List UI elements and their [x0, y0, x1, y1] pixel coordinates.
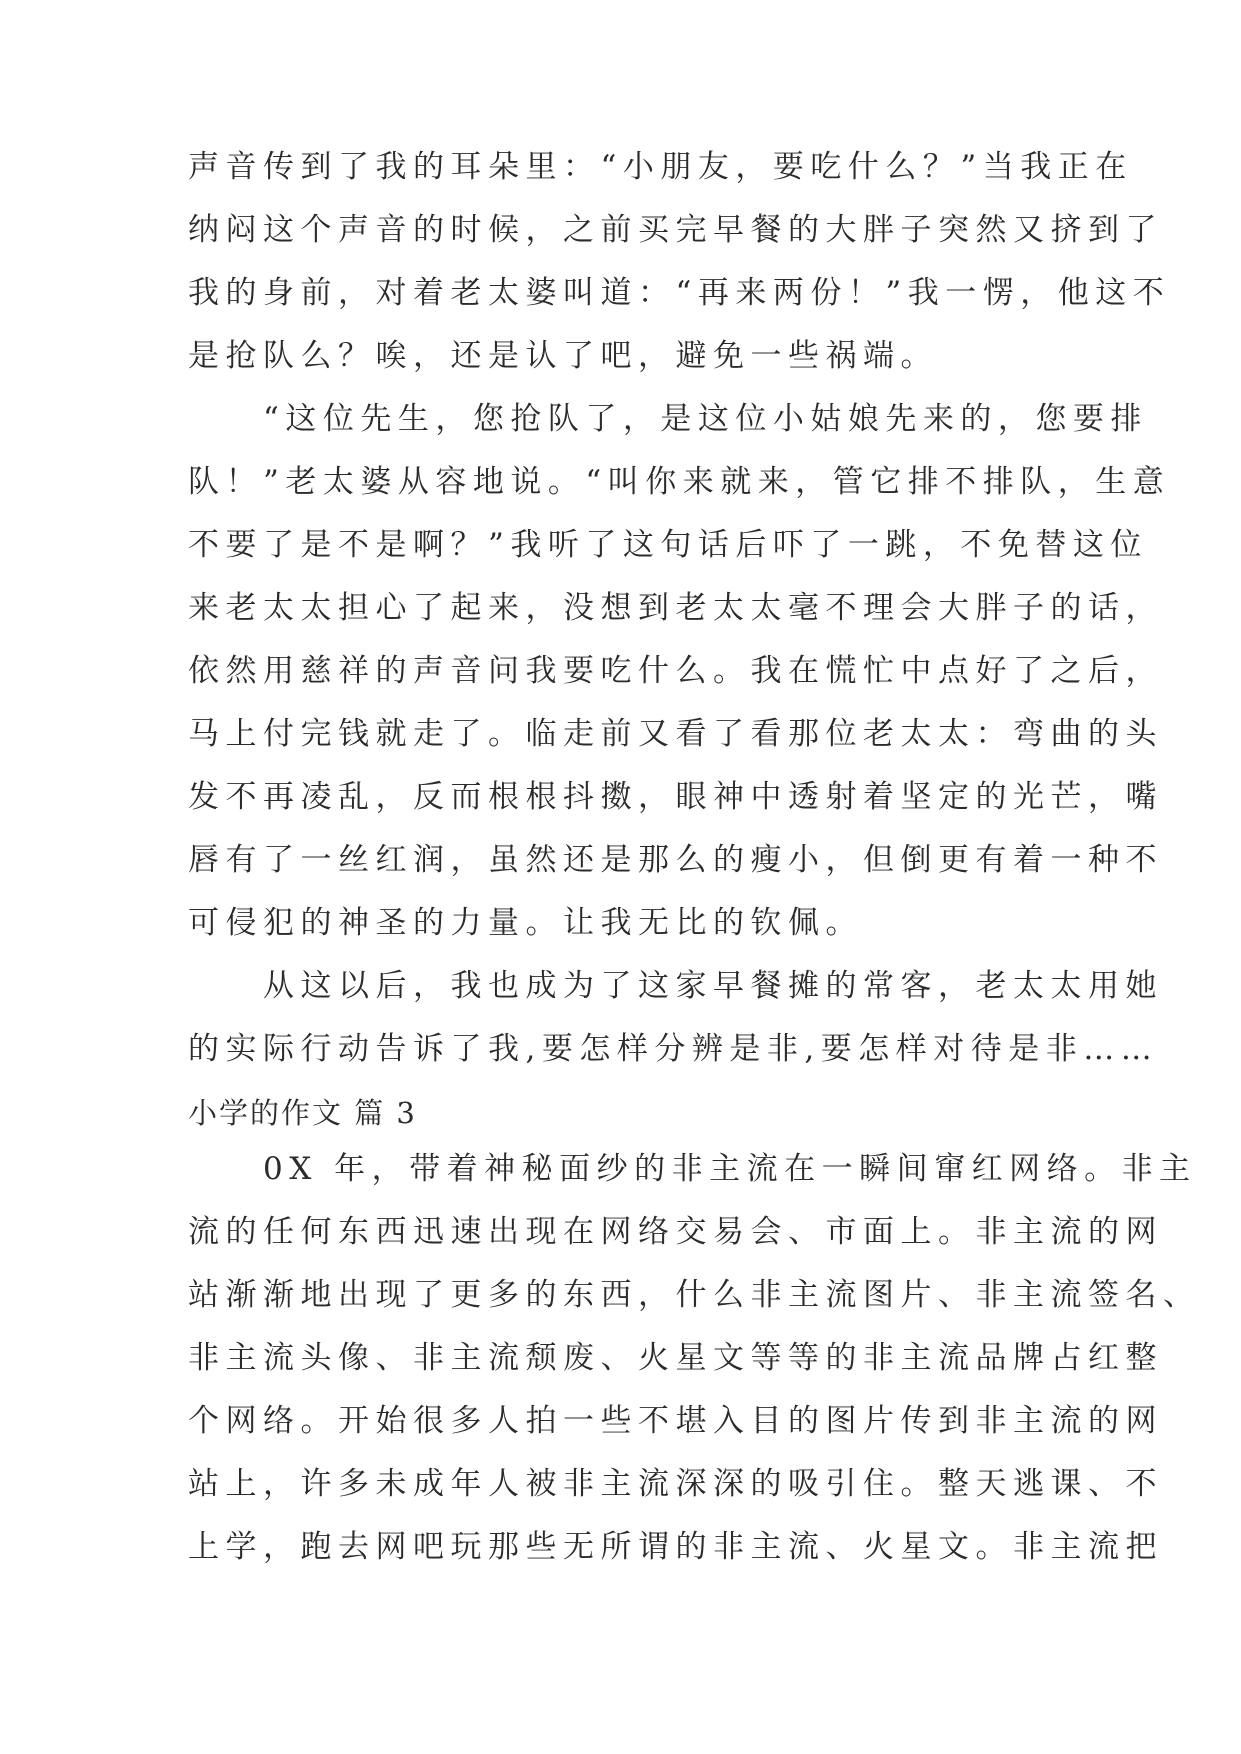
text-line: 流的任何东西迅速出现在网络交易会、市面上。非主流的网 — [188, 1214, 1163, 1250]
text-line: 来老太太担心了起来，没想到老太太毫不理会大胖子的话， — [188, 590, 1163, 626]
text-line: 从这以后，我也成为了这家早餐摊的常客，老太太用她 — [188, 968, 1163, 1004]
text-line: 上学，跑去网吧玩那些无所谓的非主流、火星文。非主流把 — [188, 1529, 1163, 1565]
text-line: 唇有了一丝红润，虽然还是那么的瘦小，但倒更有着一种不 — [188, 842, 1163, 878]
text-line: 队！”老太婆从容地说。“叫你来就来，管它排不排队，生意 — [188, 464, 1171, 500]
text-line: 马上付完钱就走了。临走前又看了看那位老太太：弯曲的头 — [188, 716, 1163, 752]
text-line: 依然用慈祥的声音问我要吃什么。我在慌忙中点好了之后， — [188, 653, 1163, 689]
text-line: 的实际行动告诉了我,要怎样分辨是非,要怎样对待是非…… — [188, 1031, 1159, 1067]
body-text-section-a — [188, 136, 1171, 1081]
section-heading: 小学的作文 篇 3 — [188, 1096, 417, 1130]
text-line: 站上，许多未成年人被非主流深深的吸引住。整天逃课、不 — [188, 1466, 1163, 1502]
text-line: 是抢队么？唉，还是认了吧，避免一些祸端。 — [188, 338, 938, 374]
text-line: 我的身前，对着老太婆叫道：“再来两份！”我一愣，他这不 — [188, 275, 1171, 311]
text-line: 0X 年，带着神秘面纱的非主流在一瞬间窜红网络。非主 — [188, 1151, 1197, 1187]
text-line: “这位先生，您抢队了，是这位小姑娘先来的，您要排 — [188, 401, 1148, 437]
text-line: 可侵犯的神圣的力量。让我无比的钦佩。 — [188, 905, 863, 941]
text-line: 不要了是不是啊？”我听了这句话后吓了一跳，不免替这位 — [188, 527, 1148, 563]
text-line: 站渐渐地出现了更多的东西，什么非主流图片、非主流签名、 — [188, 1277, 1201, 1313]
text-line: 非主流头像、非主流颓废、火星文等等的非主流品牌占红整 — [188, 1340, 1163, 1376]
text-line: 纳闷这个声音的时候，之前买完早餐的大胖子突然又挤到了 — [188, 212, 1163, 248]
text-line: 声音传到了我的耳朵里：“小朋友，要吃什么？”当我正在 — [188, 149, 1133, 185]
text-line: 发不再凌乱，反而根根抖擞，眼神中透射着坚定的光芒，嘴 — [188, 779, 1163, 815]
text-line: 个网络。开始很多人拍一些不堪入目的图片传到非主流的网 — [188, 1403, 1163, 1439]
body-text-section-b — [188, 1138, 1201, 1579]
